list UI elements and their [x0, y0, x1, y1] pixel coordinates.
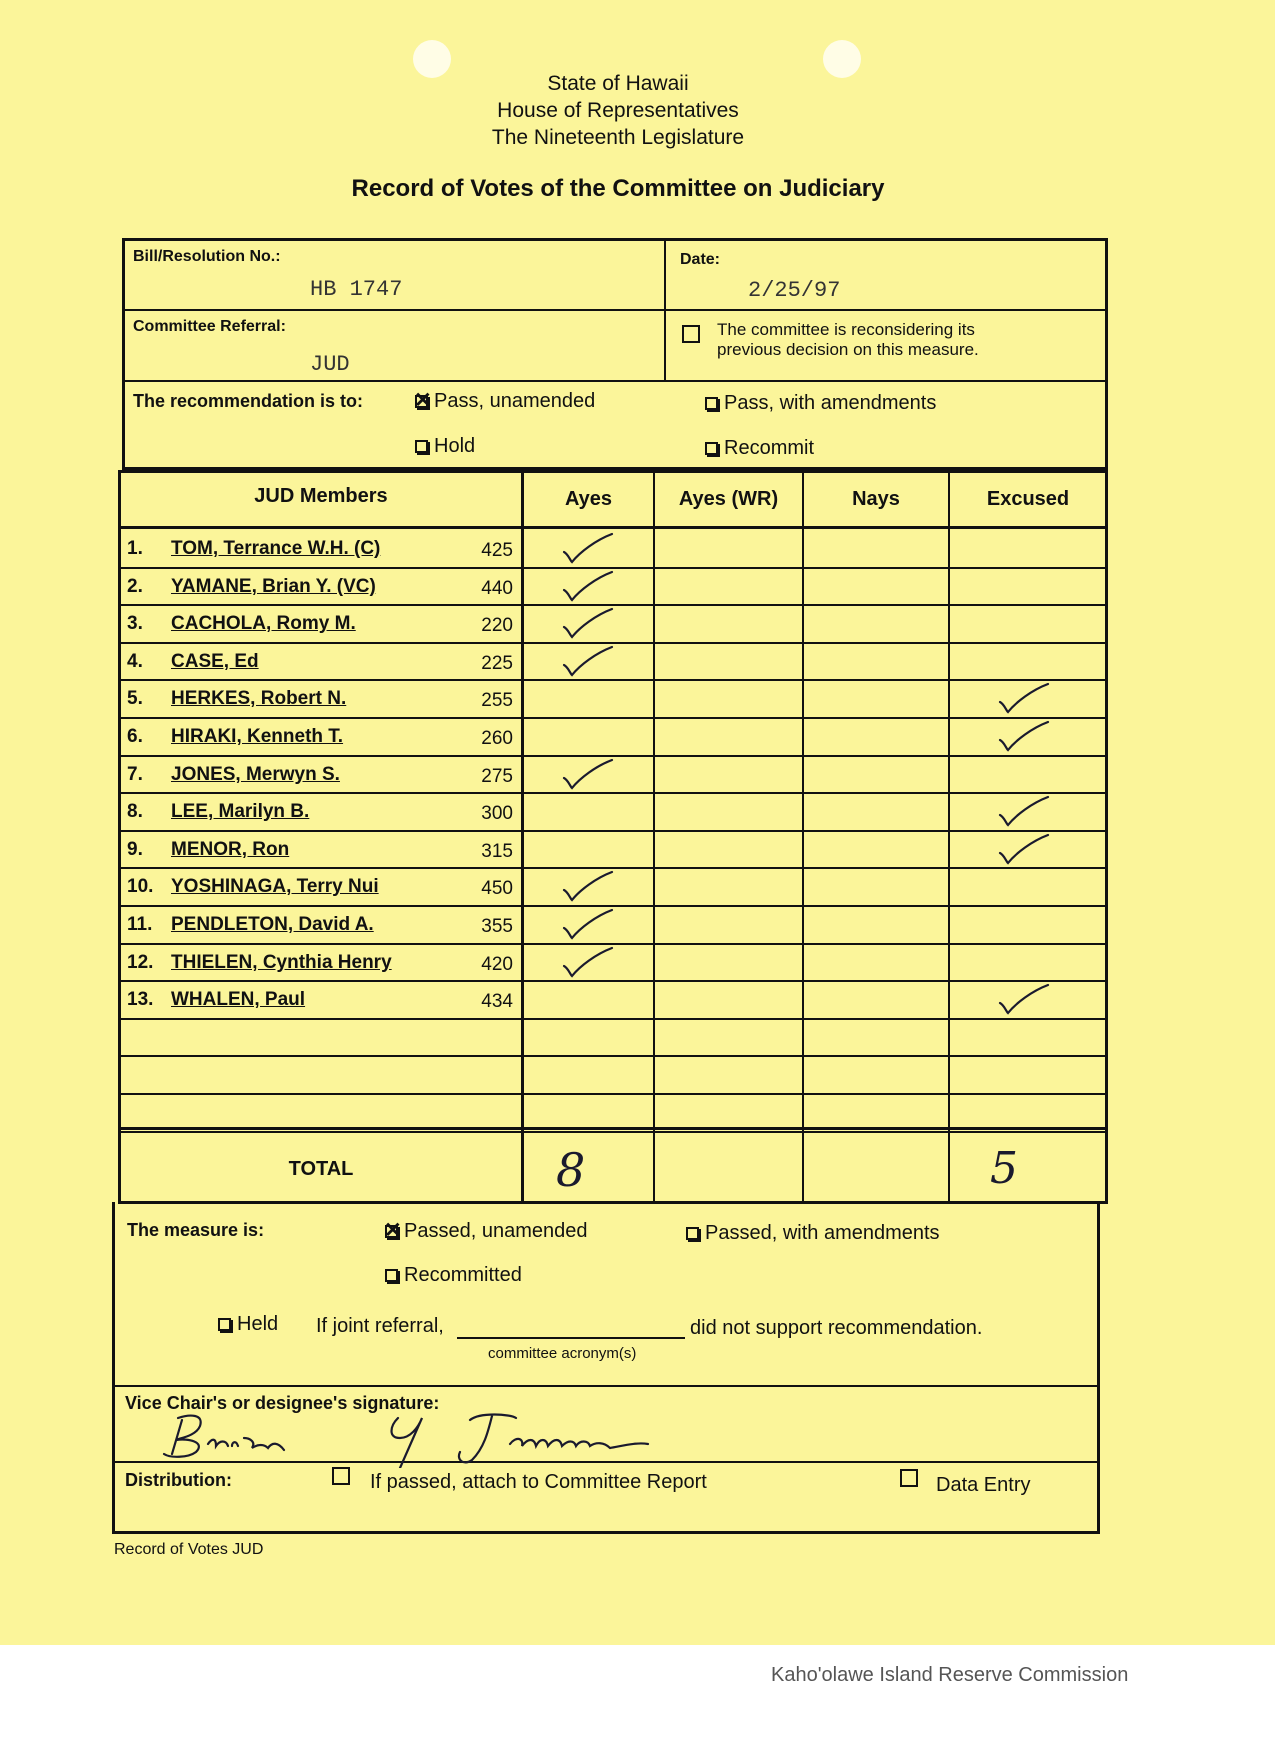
row-divider — [120, 1131, 1106, 1133]
measure-recommitted[interactable]: Recommitted — [385, 1264, 522, 1287]
total-ayes[interactable]: 8 — [556, 1143, 586, 1197]
row-divider — [120, 867, 1106, 869]
header-legislature: The Nineteenth Legislature — [491, 126, 745, 149]
member-room: 420 — [481, 954, 513, 975]
member-room: 315 — [481, 841, 513, 862]
total-label: TOTAL — [288, 1158, 354, 1180]
row-divider — [120, 1093, 1106, 1095]
measure-passed-unamended[interactable]: ✕ Passed, unamended — [385, 1220, 587, 1243]
checkmark-icon[interactable] — [560, 946, 616, 985]
bill-number[interactable]: HB 1747 — [310, 277, 403, 302]
date-value[interactable]: 2/25/97 — [748, 278, 841, 303]
member-number: 2. — [127, 576, 143, 597]
handwritten-signature — [160, 1408, 660, 1468]
checkbox-icon — [218, 1318, 231, 1331]
member-room: 450 — [481, 878, 513, 899]
distribution-committee-report-checkbox[interactable] — [332, 1467, 350, 1490]
checkbox-icon — [705, 442, 718, 455]
member-room: 255 — [481, 690, 513, 711]
checkmark-icon[interactable] — [996, 983, 1052, 1022]
member-row — [127, 801, 309, 823]
member-name: HERKES, Robert N. — [171, 688, 347, 709]
row-divider — [120, 717, 1106, 719]
reconsider-checkbox[interactable] — [682, 325, 700, 348]
checkmark-icon[interactable] — [560, 532, 616, 571]
col-excused: Excused — [986, 488, 1070, 510]
distribution-data-entry: Data Entry — [936, 1474, 1031, 1496]
header-house: House of Representatives — [497, 99, 739, 122]
member-number: 5. — [127, 688, 143, 709]
member-number: 1. — [127, 538, 143, 559]
member-row — [127, 839, 289, 861]
measure-label: The measure is: — [127, 1220, 265, 1240]
member-room: 300 — [481, 803, 513, 824]
member-row — [127, 688, 346, 710]
member-name: WHALEN, Paul — [171, 989, 306, 1010]
member-row — [127, 764, 340, 786]
checkmark-icon[interactable] — [560, 570, 616, 609]
distribution-data-entry-checkbox[interactable] — [900, 1469, 918, 1492]
checkbox-icon — [686, 1227, 699, 1240]
member-number: 8. — [127, 801, 143, 822]
total-excused[interactable]: 5 — [990, 1143, 1018, 1194]
checkbox-icon — [385, 1269, 398, 1282]
date-label: Date: — [680, 251, 721, 268]
member-row — [127, 952, 392, 974]
member-name: PENDLETON, David A. — [171, 914, 374, 935]
col-ayes: Ayes — [564, 488, 613, 510]
member-room: 220 — [481, 615, 513, 636]
measure-held[interactable]: Held — [218, 1313, 278, 1336]
member-number: 13. — [127, 989, 154, 1010]
member-number: 7. — [127, 764, 143, 785]
checkmark-icon[interactable] — [996, 682, 1052, 721]
col-ayes-wr: Ayes (WR) — [678, 488, 779, 510]
member-room: 260 — [481, 728, 513, 749]
col-members: JUD Members — [254, 485, 388, 507]
committee-acronym-caption: committee acronym(s) — [488, 1345, 637, 1362]
member-name: CASE, Ed — [171, 651, 259, 672]
member-number: 4. — [127, 651, 143, 672]
rec-recommit[interactable]: Recommit — [705, 437, 814, 460]
member-room: 275 — [481, 766, 513, 787]
member-row — [127, 726, 343, 748]
signature-area[interactable] — [160, 1408, 660, 1473]
member-name: TOM, Terrance W.H. (C) — [171, 538, 381, 559]
bill-label: Bill/Resolution No.: — [133, 248, 281, 265]
referral-label: Committee Referral: — [133, 318, 286, 335]
member-name: CACHOLA, Romy M. — [171, 613, 356, 634]
col-nays: Nays — [852, 488, 900, 510]
member-number: 6. — [127, 726, 143, 747]
checkmark-icon[interactable] — [996, 795, 1052, 834]
member-room: 225 — [481, 653, 513, 674]
checkmark-icon[interactable] — [560, 870, 616, 909]
member-number: 10. — [127, 876, 154, 897]
recommendation-label: The recommendation is to: — [133, 391, 364, 411]
checked-box-icon — [385, 1225, 398, 1238]
member-row — [127, 651, 259, 673]
member-row — [127, 576, 376, 598]
form-id: Record of Votes JUD — [114, 1541, 264, 1558]
member-room: 425 — [481, 540, 513, 561]
member-row — [127, 613, 356, 635]
member-name: LEE, Marilyn B. — [171, 801, 310, 822]
referral-value[interactable]: JUD — [310, 352, 350, 377]
signature-label: Vice Chair's or designee's signature: — [125, 1393, 440, 1413]
distribution-committee-report: If passed, attach to Committee Report — [370, 1471, 707, 1493]
checkmark-icon[interactable] — [560, 645, 616, 684]
member-number: 3. — [127, 613, 143, 634]
measure-passed-amendments[interactable]: Passed, with amendments — [686, 1222, 940, 1245]
row-divider — [120, 1018, 1106, 1020]
joint-referral-prefix: If joint referral, — [316, 1315, 444, 1337]
member-name: MENOR, Ron — [171, 839, 290, 860]
member-row — [127, 876, 379, 898]
member-name: HIRAKI, Kenneth T. — [171, 726, 344, 747]
member-name: JONES, Merwyn S. — [171, 764, 340, 785]
rec-hold[interactable]: Hold — [415, 435, 475, 458]
member-name: THIELEN, Cynthia Henry — [171, 952, 392, 973]
member-room: 440 — [481, 578, 513, 599]
member-number: 9. — [127, 839, 143, 860]
member-row — [127, 538, 380, 560]
member-room: 355 — [481, 916, 513, 937]
rec-pass-amendments[interactable]: Pass, with amendments — [705, 392, 936, 415]
member-number: 12. — [127, 952, 154, 973]
member-room: 434 — [481, 991, 513, 1012]
distribution-label: Distribution: — [125, 1470, 232, 1490]
checkmark-icon[interactable] — [560, 758, 616, 797]
checked-box-icon — [415, 395, 428, 408]
member-row — [127, 914, 374, 936]
checkmark-icon[interactable] — [996, 833, 1052, 872]
collection-credit: Kaho'olawe Island Reserve Commission — [771, 1664, 1129, 1686]
checkmark-icon[interactable] — [996, 720, 1052, 759]
rec-pass-unamended[interactable]: ✕ Pass, unamended — [415, 390, 595, 413]
member-name: YOSHINAGA, Terry Nui — [171, 876, 379, 897]
checkbox-icon — [415, 440, 428, 453]
form-title: Record of Votes of the Committee on Judiciary — [351, 175, 885, 202]
member-row — [127, 989, 305, 1011]
header-state: State of Hawaii — [547, 72, 689, 95]
checkmark-icon[interactable] — [560, 908, 616, 947]
reconsider-text: The committee is reconsidering its previous decision on this measure. — [717, 320, 979, 359]
row-divider — [120, 830, 1106, 832]
checkbox-icon — [705, 397, 718, 410]
row-divider — [120, 755, 1106, 757]
row-divider — [120, 1055, 1106, 1057]
checkmark-icon[interactable] — [560, 607, 616, 646]
member-number: 11. — [127, 914, 153, 935]
joint-referral-suffix: did not support recommendation. — [690, 1317, 983, 1339]
member-name: YAMANE, Brian Y. (VC) — [171, 576, 376, 597]
